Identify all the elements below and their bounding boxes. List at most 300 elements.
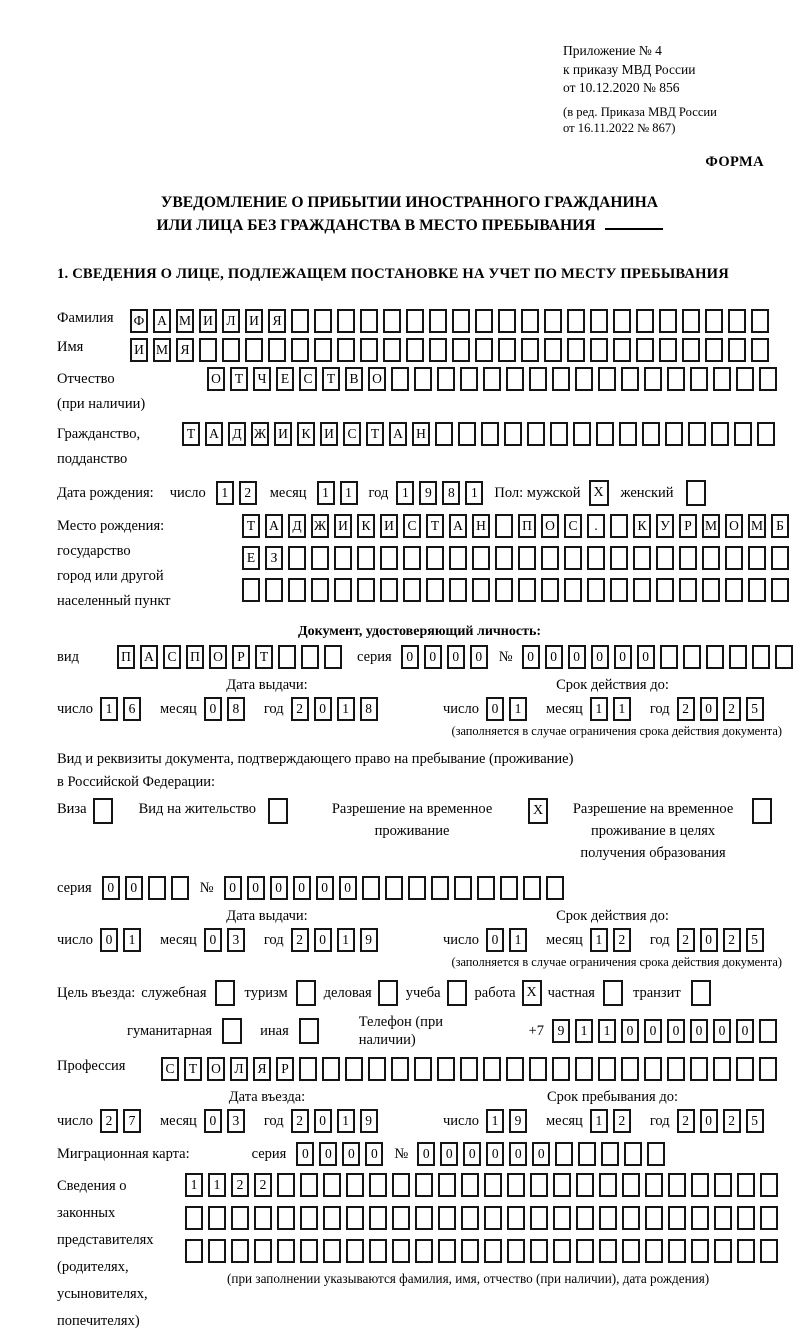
- checkbox-purpose-tourism[interactable]: [296, 980, 316, 1006]
- form-cell[interactable]: [575, 1057, 593, 1081]
- form-cell[interactable]: [713, 1057, 731, 1081]
- form-cell[interactable]: И: [274, 422, 292, 446]
- form-cell[interactable]: [498, 309, 516, 333]
- form-cell[interactable]: [277, 1239, 295, 1263]
- form-cell[interactable]: [775, 645, 793, 669]
- form-cell[interactable]: [500, 876, 518, 900]
- form-cell[interactable]: [751, 309, 769, 333]
- form-cell[interactable]: С: [343, 422, 361, 446]
- form-cell[interactable]: [636, 309, 654, 333]
- form-cell[interactable]: [736, 1057, 754, 1081]
- form-cell[interactable]: 0: [690, 1019, 708, 1043]
- form-cell[interactable]: 0: [365, 1142, 383, 1166]
- form-cell[interactable]: [679, 546, 697, 570]
- form-cell[interactable]: [619, 422, 637, 446]
- form-cell[interactable]: [599, 1239, 617, 1263]
- form-cell[interactable]: [334, 546, 352, 570]
- form-cell[interactable]: [391, 367, 409, 391]
- form-cell[interactable]: [291, 309, 309, 333]
- form-cell[interactable]: А: [265, 514, 283, 538]
- form-cell[interactable]: [691, 1239, 709, 1263]
- form-cell[interactable]: [148, 876, 166, 900]
- form-cell[interactable]: [682, 309, 700, 333]
- form-cell[interactable]: [368, 1057, 386, 1081]
- form-cell[interactable]: Р: [276, 1057, 294, 1081]
- form-cell[interactable]: [527, 422, 545, 446]
- form-cell[interactable]: [518, 578, 536, 602]
- form-cell[interactable]: [748, 546, 766, 570]
- form-cell[interactable]: 0: [522, 645, 540, 669]
- checkbox-purpose-private[interactable]: [603, 980, 623, 1006]
- form-cell[interactable]: [752, 645, 770, 669]
- form-cell[interactable]: [647, 1142, 665, 1166]
- form-cell[interactable]: 2: [613, 1109, 631, 1133]
- form-cell[interactable]: И: [334, 514, 352, 538]
- form-cell[interactable]: [495, 578, 513, 602]
- form-cell[interactable]: [578, 1142, 596, 1166]
- form-cell[interactable]: 0: [621, 1019, 639, 1043]
- form-cell[interactable]: 0: [270, 876, 288, 900]
- checkbox-purpose-humanitarian[interactable]: [222, 1018, 242, 1044]
- form-cell[interactable]: [208, 1206, 226, 1230]
- form-cell[interactable]: [362, 876, 380, 900]
- form-cell[interactable]: [748, 578, 766, 602]
- form-cell[interactable]: [360, 338, 378, 362]
- form-cell[interactable]: Я: [176, 338, 194, 362]
- form-cell[interactable]: [461, 1206, 479, 1230]
- form-cell[interactable]: [324, 645, 342, 669]
- form-cell[interactable]: [573, 422, 591, 446]
- form-cell[interactable]: [242, 578, 260, 602]
- form-cell[interactable]: [300, 1173, 318, 1197]
- form-cell[interactable]: [449, 578, 467, 602]
- form-cell[interactable]: [300, 1239, 318, 1263]
- form-cell[interactable]: С: [163, 645, 181, 669]
- form-cell[interactable]: [506, 1057, 524, 1081]
- form-cell[interactable]: [644, 367, 662, 391]
- form-cell[interactable]: 2: [254, 1173, 272, 1197]
- form-cell[interactable]: [406, 338, 424, 362]
- form-cell[interactable]: [599, 1206, 617, 1230]
- form-cell[interactable]: [495, 514, 513, 538]
- form-cell[interactable]: [518, 546, 536, 570]
- form-cell[interactable]: [495, 546, 513, 570]
- form-cell[interactable]: 1: [208, 1173, 226, 1197]
- form-cell[interactable]: 0: [342, 1142, 360, 1166]
- form-cell[interactable]: В: [345, 367, 363, 391]
- form-cell[interactable]: [414, 367, 432, 391]
- form-cell[interactable]: [552, 1057, 570, 1081]
- form-cell[interactable]: 0: [700, 1109, 718, 1133]
- form-cell[interactable]: [576, 1173, 594, 1197]
- form-cell[interactable]: [622, 1173, 640, 1197]
- form-cell[interactable]: 0: [509, 1142, 527, 1166]
- form-cell[interactable]: [590, 338, 608, 362]
- form-cell[interactable]: О: [725, 514, 743, 538]
- form-cell[interactable]: [314, 338, 332, 362]
- form-cell[interactable]: [403, 546, 421, 570]
- form-cell[interactable]: [507, 1206, 525, 1230]
- form-cell[interactable]: 0: [700, 697, 718, 721]
- form-cell[interactable]: [357, 546, 375, 570]
- form-cell[interactable]: [683, 645, 701, 669]
- checkbox-temp-residence[interactable]: X: [528, 798, 548, 824]
- form-cell[interactable]: П: [117, 645, 135, 669]
- form-cell[interactable]: 0: [204, 928, 222, 952]
- form-cell[interactable]: [564, 546, 582, 570]
- form-cell[interactable]: [688, 422, 706, 446]
- form-cell[interactable]: 0: [486, 697, 504, 721]
- form-cell[interactable]: Д: [228, 422, 246, 446]
- form-cell[interactable]: [452, 309, 470, 333]
- form-cell[interactable]: 1: [509, 697, 527, 721]
- form-cell[interactable]: [665, 422, 683, 446]
- form-cell[interactable]: [645, 1206, 663, 1230]
- form-cell[interactable]: О: [368, 367, 386, 391]
- form-cell[interactable]: [369, 1173, 387, 1197]
- form-cell[interactable]: [231, 1206, 249, 1230]
- form-cell[interactable]: [642, 422, 660, 446]
- form-cell[interactable]: 2: [613, 928, 631, 952]
- form-cell[interactable]: [383, 338, 401, 362]
- form-cell[interactable]: [323, 1239, 341, 1263]
- form-cell[interactable]: С: [299, 367, 317, 391]
- form-cell[interactable]: Т: [230, 367, 248, 391]
- form-cell[interactable]: И: [199, 309, 217, 333]
- form-cell[interactable]: 0: [463, 1142, 481, 1166]
- form-cell[interactable]: Ч: [253, 367, 271, 391]
- form-cell[interactable]: [705, 309, 723, 333]
- form-cell[interactable]: [737, 1173, 755, 1197]
- form-cell[interactable]: [360, 309, 378, 333]
- form-cell[interactable]: [668, 1239, 686, 1263]
- form-cell[interactable]: [546, 876, 564, 900]
- form-cell[interactable]: 2: [291, 928, 309, 952]
- form-cell[interactable]: [380, 578, 398, 602]
- form-cell[interactable]: [521, 338, 539, 362]
- form-cell[interactable]: [415, 1239, 433, 1263]
- form-cell[interactable]: [541, 578, 559, 602]
- form-cell[interactable]: О: [209, 645, 227, 669]
- form-cell[interactable]: [644, 1057, 662, 1081]
- form-cell[interactable]: [300, 1206, 318, 1230]
- form-cell[interactable]: 0: [614, 645, 632, 669]
- form-cell[interactable]: С: [403, 514, 421, 538]
- form-cell[interactable]: П: [518, 514, 536, 538]
- form-cell[interactable]: 1: [396, 481, 414, 505]
- form-cell[interactable]: [691, 1173, 709, 1197]
- form-cell[interactable]: [288, 578, 306, 602]
- form-cell[interactable]: [337, 338, 355, 362]
- form-cell[interactable]: [426, 578, 444, 602]
- form-cell[interactable]: [277, 1173, 295, 1197]
- form-cell[interactable]: [667, 367, 685, 391]
- form-cell[interactable]: [725, 578, 743, 602]
- form-cell[interactable]: [345, 1057, 363, 1081]
- form-cell[interactable]: [702, 578, 720, 602]
- form-cell[interactable]: 1: [337, 697, 355, 721]
- form-cell[interactable]: [477, 876, 495, 900]
- form-cell[interactable]: [682, 338, 700, 362]
- form-cell[interactable]: 1: [575, 1019, 593, 1043]
- form-cell[interactable]: М: [748, 514, 766, 538]
- form-cell[interactable]: [449, 546, 467, 570]
- form-cell[interactable]: [481, 422, 499, 446]
- form-cell[interactable]: [265, 578, 283, 602]
- form-cell[interactable]: [760, 1206, 778, 1230]
- form-cell[interactable]: 0: [667, 1019, 685, 1043]
- form-cell[interactable]: [346, 1239, 364, 1263]
- form-cell[interactable]: Т: [184, 1057, 202, 1081]
- form-cell[interactable]: Е: [242, 546, 260, 570]
- form-cell[interactable]: 0: [247, 876, 265, 900]
- form-cell[interactable]: О: [207, 367, 225, 391]
- form-cell[interactable]: 2: [291, 1109, 309, 1133]
- form-cell[interactable]: [475, 338, 493, 362]
- form-cell[interactable]: Ф: [130, 309, 148, 333]
- form-cell[interactable]: 0: [125, 876, 143, 900]
- form-cell[interactable]: К: [357, 514, 375, 538]
- form-cell[interactable]: 1: [613, 697, 631, 721]
- form-cell[interactable]: 8: [360, 697, 378, 721]
- form-cell[interactable]: [659, 309, 677, 333]
- form-cell[interactable]: [357, 578, 375, 602]
- form-cell[interactable]: 0: [401, 645, 419, 669]
- form-cell[interactable]: [714, 1239, 732, 1263]
- form-cell[interactable]: [415, 1173, 433, 1197]
- form-cell[interactable]: [760, 1239, 778, 1263]
- form-cell[interactable]: Т: [366, 422, 384, 446]
- form-cell[interactable]: Я: [253, 1057, 271, 1081]
- form-cell[interactable]: 0: [314, 1109, 332, 1133]
- form-cell[interactable]: 0: [319, 1142, 337, 1166]
- form-cell[interactable]: 9: [360, 928, 378, 952]
- form-cell[interactable]: М: [702, 514, 720, 538]
- form-cell[interactable]: 0: [339, 876, 357, 900]
- form-cell[interactable]: [729, 645, 747, 669]
- form-cell[interactable]: Т: [255, 645, 273, 669]
- form-cell[interactable]: [346, 1206, 364, 1230]
- form-cell[interactable]: [668, 1206, 686, 1230]
- form-cell[interactable]: 0: [568, 645, 586, 669]
- form-cell[interactable]: [659, 338, 677, 362]
- form-cell[interactable]: Т: [242, 514, 260, 538]
- form-cell[interactable]: 1: [590, 697, 608, 721]
- form-cell[interactable]: 0: [224, 876, 242, 900]
- form-cell[interactable]: [553, 1239, 571, 1263]
- form-cell[interactable]: [415, 1206, 433, 1230]
- form-cell[interactable]: [461, 1239, 479, 1263]
- form-cell[interactable]: 2: [723, 928, 741, 952]
- form-cell[interactable]: 0: [637, 645, 655, 669]
- form-cell[interactable]: 1: [100, 697, 118, 721]
- form-cell[interactable]: [759, 1057, 777, 1081]
- form-cell[interactable]: [429, 309, 447, 333]
- form-cell[interactable]: [521, 309, 539, 333]
- form-cell[interactable]: [771, 578, 789, 602]
- form-cell[interactable]: 7: [123, 1109, 141, 1133]
- form-cell[interactable]: [759, 367, 777, 391]
- form-cell[interactable]: 0: [204, 697, 222, 721]
- form-cell[interactable]: [576, 1239, 594, 1263]
- form-cell[interactable]: М: [176, 309, 194, 333]
- form-cell[interactable]: [311, 546, 329, 570]
- form-cell[interactable]: 1: [486, 1109, 504, 1133]
- form-cell[interactable]: [504, 422, 522, 446]
- form-cell[interactable]: [553, 1173, 571, 1197]
- form-cell[interactable]: И: [130, 338, 148, 362]
- form-cell[interactable]: [564, 578, 582, 602]
- form-cell[interactable]: [437, 367, 455, 391]
- form-cell[interactable]: [530, 1206, 548, 1230]
- form-cell[interactable]: 5: [746, 1109, 764, 1133]
- form-cell[interactable]: [461, 1173, 479, 1197]
- form-cell[interactable]: 0: [532, 1142, 550, 1166]
- form-cell[interactable]: [452, 338, 470, 362]
- form-cell[interactable]: [392, 1239, 410, 1263]
- checkbox-purpose-other[interactable]: [299, 1018, 319, 1044]
- form-cell[interactable]: [645, 1173, 663, 1197]
- form-cell[interactable]: Р: [232, 645, 250, 669]
- checkbox-residence-permit[interactable]: [268, 798, 288, 824]
- form-cell[interactable]: 0: [314, 697, 332, 721]
- form-cell[interactable]: [429, 338, 447, 362]
- form-cell[interactable]: 1: [509, 928, 527, 952]
- form-cell[interactable]: 2: [677, 1109, 695, 1133]
- form-cell[interactable]: [277, 1206, 295, 1230]
- form-cell[interactable]: 6: [123, 697, 141, 721]
- form-cell[interactable]: [567, 309, 585, 333]
- form-cell[interactable]: [613, 338, 631, 362]
- form-cell[interactable]: 0: [447, 645, 465, 669]
- form-cell[interactable]: [458, 422, 476, 446]
- form-cell[interactable]: [414, 1057, 432, 1081]
- form-cell[interactable]: 3: [227, 1109, 245, 1133]
- form-cell[interactable]: Ж: [311, 514, 329, 538]
- form-cell[interactable]: [507, 1173, 525, 1197]
- form-cell[interactable]: [299, 1057, 317, 1081]
- form-cell[interactable]: 1: [337, 928, 355, 952]
- form-cell[interactable]: [713, 367, 731, 391]
- form-cell[interactable]: [231, 1239, 249, 1263]
- form-cell[interactable]: [323, 1173, 341, 1197]
- form-cell[interactable]: 1: [216, 481, 234, 505]
- form-cell[interactable]: А: [140, 645, 158, 669]
- form-cell[interactable]: [385, 876, 403, 900]
- form-cell[interactable]: 1: [598, 1019, 616, 1043]
- form-cell[interactable]: [438, 1239, 456, 1263]
- form-cell[interactable]: 5: [746, 928, 764, 952]
- form-cell[interactable]: [484, 1173, 502, 1197]
- form-cell[interactable]: [472, 578, 490, 602]
- form-cell[interactable]: [601, 1142, 619, 1166]
- form-cell[interactable]: [705, 338, 723, 362]
- form-cell[interactable]: [483, 367, 501, 391]
- form-cell[interactable]: А: [205, 422, 223, 446]
- form-cell[interactable]: [610, 578, 628, 602]
- form-cell[interactable]: [314, 309, 332, 333]
- form-cell[interactable]: Т: [182, 422, 200, 446]
- form-cell[interactable]: 1: [590, 1109, 608, 1133]
- form-cell[interactable]: 1: [590, 928, 608, 952]
- form-cell[interactable]: 0: [424, 645, 442, 669]
- form-cell[interactable]: [656, 578, 674, 602]
- form-cell[interactable]: П: [186, 645, 204, 669]
- form-cell[interactable]: [714, 1173, 732, 1197]
- form-cell[interactable]: И: [380, 514, 398, 538]
- form-cell[interactable]: 8: [227, 697, 245, 721]
- form-cell[interactable]: [484, 1239, 502, 1263]
- form-cell[interactable]: М: [153, 338, 171, 362]
- form-cell[interactable]: [610, 546, 628, 570]
- form-cell[interactable]: [278, 645, 296, 669]
- form-cell[interactable]: [498, 338, 516, 362]
- form-cell[interactable]: [622, 1239, 640, 1263]
- form-cell[interactable]: 0: [100, 928, 118, 952]
- form-cell[interactable]: [334, 578, 352, 602]
- form-cell[interactable]: [288, 546, 306, 570]
- checkbox-study-residence[interactable]: [752, 798, 772, 824]
- form-cell[interactable]: [598, 1057, 616, 1081]
- form-cell[interactable]: 1: [123, 928, 141, 952]
- form-cell[interactable]: [311, 578, 329, 602]
- form-cell[interactable]: 0: [440, 1142, 458, 1166]
- form-cell[interactable]: [610, 514, 628, 538]
- checkbox-purpose-study[interactable]: [447, 980, 467, 1006]
- form-cell[interactable]: [254, 1206, 272, 1230]
- form-cell[interactable]: [369, 1206, 387, 1230]
- form-cell[interactable]: [438, 1206, 456, 1230]
- form-cell[interactable]: 2: [100, 1109, 118, 1133]
- form-cell[interactable]: [714, 1206, 732, 1230]
- checkbox-sex-male[interactable]: X: [589, 480, 609, 506]
- form-cell[interactable]: Н: [412, 422, 430, 446]
- form-cell[interactable]: [587, 578, 605, 602]
- form-cell[interactable]: [406, 309, 424, 333]
- form-cell[interactable]: [171, 876, 189, 900]
- form-cell[interactable]: [380, 546, 398, 570]
- form-cell[interactable]: [760, 1173, 778, 1197]
- form-cell[interactable]: [552, 367, 570, 391]
- form-cell[interactable]: 0: [486, 928, 504, 952]
- form-cell[interactable]: [426, 546, 444, 570]
- form-cell[interactable]: [737, 1206, 755, 1230]
- form-cell[interactable]: [668, 1173, 686, 1197]
- form-cell[interactable]: [460, 1057, 478, 1081]
- form-cell[interactable]: А: [153, 309, 171, 333]
- form-cell[interactable]: [530, 1239, 548, 1263]
- form-cell[interactable]: 0: [293, 876, 311, 900]
- form-cell[interactable]: А: [389, 422, 407, 446]
- form-cell[interactable]: Я: [268, 309, 286, 333]
- form-cell[interactable]: [222, 338, 240, 362]
- form-cell[interactable]: У: [656, 514, 674, 538]
- form-cell[interactable]: И: [245, 309, 263, 333]
- form-cell[interactable]: [472, 546, 490, 570]
- form-cell[interactable]: 2: [677, 697, 695, 721]
- form-cell[interactable]: 2: [677, 928, 695, 952]
- form-cell[interactable]: 9: [360, 1109, 378, 1133]
- form-cell[interactable]: [567, 338, 585, 362]
- form-cell[interactable]: 2: [723, 697, 741, 721]
- form-cell[interactable]: [633, 578, 651, 602]
- checkbox-purpose-official[interactable]: [215, 980, 235, 1006]
- form-cell[interactable]: 1: [465, 481, 483, 505]
- form-cell[interactable]: [598, 367, 616, 391]
- form-cell[interactable]: [553, 1206, 571, 1230]
- form-cell[interactable]: [599, 1173, 617, 1197]
- form-cell[interactable]: 5: [746, 697, 764, 721]
